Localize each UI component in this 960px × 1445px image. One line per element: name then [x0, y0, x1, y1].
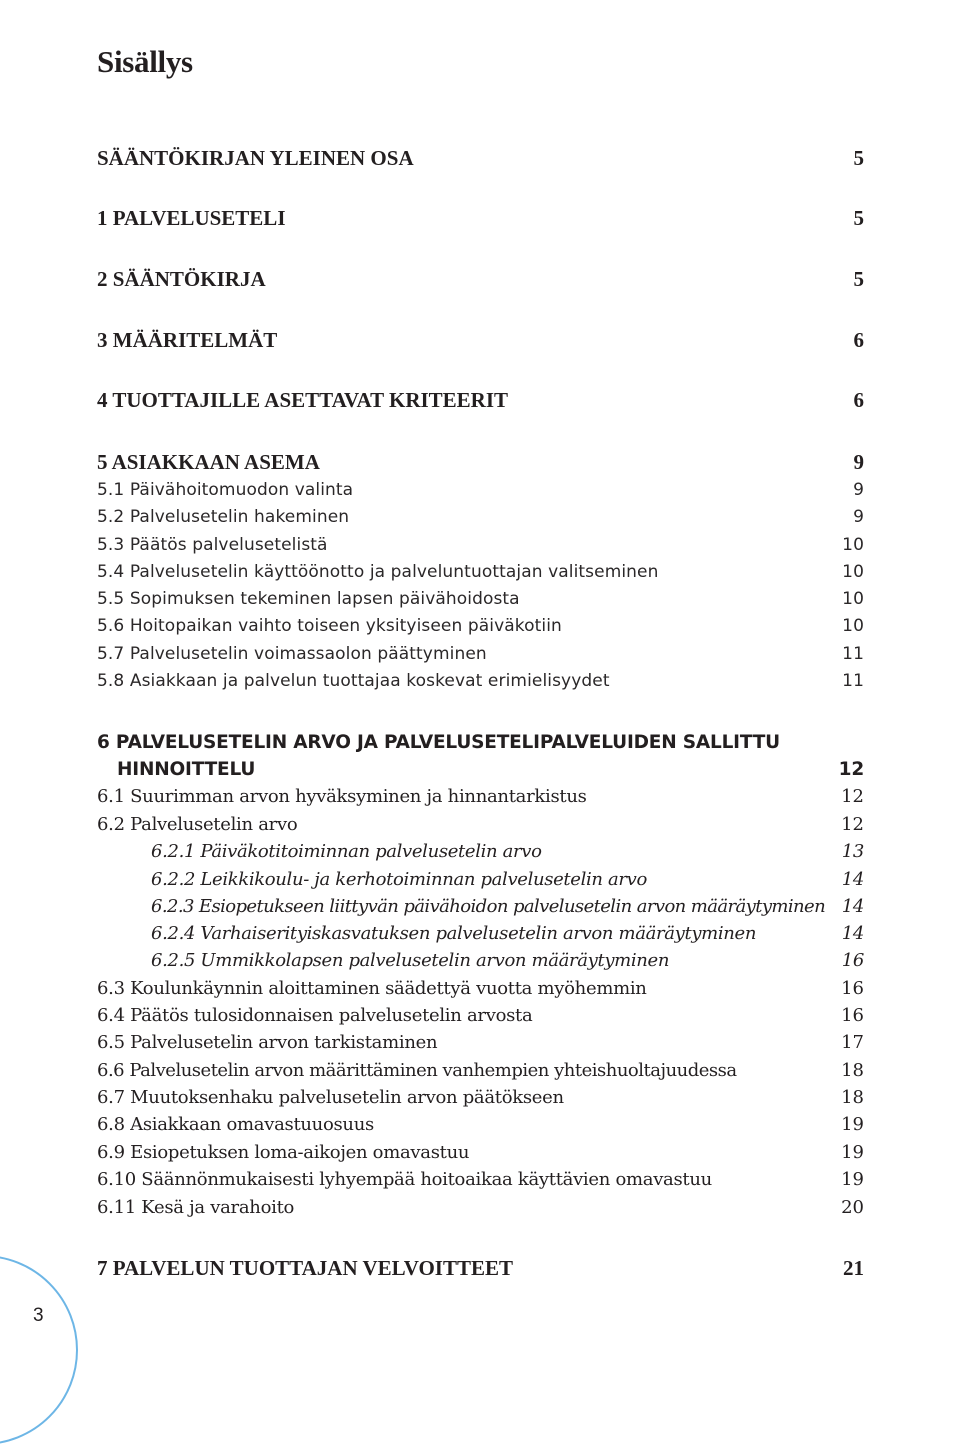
- toc-entry-6-11[interactable]: [97, 1194, 864, 1222]
- toc-entry-label: 6.2.2 Leikkikoulu- ja kerhotoiminnan palvelusetelin arvo: [151, 869, 647, 890]
- toc-entry-label: 6.2 Palvelusetelin arvo: [97, 814, 298, 835]
- toc-entry-page: 20: [841, 1197, 864, 1218]
- toc-entry-5-5[interactable]: [97, 585, 864, 613]
- page-number: 3: [33, 1305, 44, 1326]
- toc-entry-5-1[interactable]: [97, 476, 864, 504]
- toc-entry-page: 5: [853, 206, 864, 230]
- toc-entry-page: 5: [853, 267, 864, 291]
- toc-entry-page: 11: [842, 671, 864, 691]
- toc-entry-label: HINNOITTELU: [117, 759, 256, 780]
- toc-entry-6-10[interactable]: [97, 1166, 864, 1194]
- toc-entry-page: 6: [853, 388, 864, 412]
- toc-entry-page: 10: [842, 589, 864, 609]
- toc-entry-label: 6.2.5 Ummikkolapsen palvelusetelin arvon määräytyminen: [151, 950, 670, 971]
- toc-entry-label: 5.4 Palvelusetelin käyttöönotto ja palveluntuottajan valitseminen: [97, 562, 659, 582]
- toc-entry-label: 5.7 Palvelusetelin voimassaolon päättyminen: [97, 644, 487, 664]
- toc-entry-page: 12: [841, 814, 864, 835]
- toc-entry-chapter-6-continued[interactable]: [97, 756, 864, 784]
- page-title: Sisällys: [97, 44, 193, 79]
- toc-entry-5-4[interactable]: [97, 558, 864, 586]
- toc-entry-page: 14: [841, 869, 864, 890]
- toc-entry-label: 6.4 Päätös tulosidonnaisen palvelusetelin arvosta: [97, 1005, 533, 1026]
- toc-entry-label: 5.5 Sopimuksen tekeminen lapsen päivähoidosta: [97, 589, 520, 609]
- toc-entry-chapter-1[interactable]: [97, 204, 864, 232]
- toc-entry-6-5[interactable]: [97, 1029, 864, 1057]
- toc-entry-page: 12: [838, 759, 864, 780]
- toc-entry-page: 9: [853, 507, 864, 527]
- toc-entry-label: 1 PALVELUSETELI: [97, 206, 286, 230]
- toc-entry-6-1[interactable]: [97, 783, 864, 811]
- toc-entry-6-6[interactable]: [97, 1057, 864, 1085]
- toc-entry-label: 6.2.1 Päiväkotitoiminnan palvelusetelin arvo: [151, 841, 542, 862]
- toc-entry-6-4[interactable]: [97, 1002, 864, 1030]
- toc-entry-page: 16: [841, 1005, 864, 1026]
- toc-entry-label: 5.8 Asiakkaan ja palvelun tuottajaa koskevat erimielisyydet: [97, 671, 610, 691]
- toc-entry-page: 14: [841, 923, 864, 944]
- toc-entry-label: 6.2.4 Varhaiserityiskasvatuksen palvelusetelin arvon määräytyminen: [151, 923, 757, 944]
- toc-entry-5-3[interactable]: [97, 531, 864, 559]
- toc-entry-label: 3 MÄÄRITELMÄT: [97, 328, 278, 352]
- toc-entry-label: 5 ASIAKKAAN ASEMA: [97, 450, 320, 474]
- toc-entry-page: 16: [841, 950, 864, 971]
- toc-entry-6-7[interactable]: [97, 1084, 864, 1112]
- toc-entry-page: 10: [842, 616, 864, 636]
- toc-entry-label: 6.2.3 Esiopetukseen liittyvän päivähoidon palvelusetelin arvon määräytyminen: [151, 896, 826, 917]
- toc-entry-label: 6.7 Muutoksenhaku palvelusetelin arvon päätökseen: [97, 1087, 564, 1108]
- toc-entry-label: 5.3 Päätös palvelusetelistä: [97, 535, 328, 555]
- toc-entry-page: 13: [841, 841, 864, 862]
- toc-entry-5-6[interactable]: [97, 612, 864, 640]
- toc-entry-label: 6.8 Asiakkaan omavastuuosuus: [97, 1114, 374, 1135]
- toc-entry-5-7[interactable]: [97, 640, 864, 668]
- toc-entry-6-3[interactable]: [97, 975, 864, 1003]
- toc-entry-6-2-2[interactable]: [97, 866, 864, 894]
- toc-entry-chapter-3[interactable]: [97, 326, 864, 354]
- toc-entry-chapter-7[interactable]: [97, 1254, 864, 1282]
- toc-entry-page: 5: [853, 146, 864, 170]
- toc-entry-page: 12: [841, 786, 864, 807]
- toc-entry-page: 6: [853, 328, 864, 352]
- toc-entry-label: 6.3 Koulunkäynnin aloittaminen säädettyä vuotta myöhemmin: [97, 978, 647, 999]
- toc-entry-page: 14: [841, 896, 864, 917]
- toc-entry-page: 16: [841, 978, 864, 999]
- toc-entry-label: SÄÄNTÖKIRJAN YLEINEN OSA: [97, 146, 414, 170]
- toc-entry-page: 19: [841, 1169, 864, 1190]
- toc-entry-6-9[interactable]: [97, 1139, 864, 1167]
- toc-entry-page: 9: [853, 480, 864, 500]
- toc-entry-label: 5.6 Hoitopaikan vaihto toiseen yksityiseen päiväkotiin: [97, 616, 562, 636]
- toc-entry-label: 5.1 Päivähoitomuodon valinta: [97, 480, 354, 500]
- toc-entry-6-2-4[interactable]: [97, 920, 864, 948]
- toc-entry-6-8[interactable]: [97, 1111, 864, 1139]
- toc-entry-page: 9: [853, 450, 864, 474]
- toc-entry-6-2-3[interactable]: [97, 893, 864, 921]
- toc-entry-page: 17: [841, 1032, 864, 1053]
- toc-entry-label: 5.2 Palvelusetelin hakeminen: [97, 507, 350, 527]
- toc-entry-6-2-5[interactable]: [97, 947, 864, 975]
- toc-entry-label: 6.5 Palvelusetelin arvon tarkistaminen: [97, 1032, 438, 1053]
- toc-entry-chapter-5[interactable]: [97, 448, 864, 476]
- toc-entry-chapter-6[interactable]: [97, 729, 864, 757]
- toc-entry-label: 6.1 Suurimman arvon hyväksyminen ja hinnantarkistus: [97, 786, 587, 807]
- toc-entry-label: 6.6 Palvelusetelin arvon määrittäminen vanhempien yhteishuoltajuudessa: [97, 1060, 737, 1081]
- toc-entry-page: 21: [843, 1256, 864, 1280]
- toc-entry-6-2-1[interactable]: [97, 838, 864, 866]
- toc-entry-page: 19: [841, 1142, 864, 1163]
- toc-entry-page: 10: [842, 562, 864, 582]
- toc-entry-label: 6.11 Kesä ja varahoito: [97, 1197, 295, 1218]
- toc-entry-5-8[interactable]: [97, 667, 864, 695]
- toc-entry-page: 10: [842, 535, 864, 555]
- toc-entry-label: 4 TUOTTAJILLE ASETTAVAT KRITEERIT: [97, 388, 509, 412]
- toc-entry-page: 18: [841, 1060, 864, 1081]
- toc-entry-page: 11: [842, 644, 864, 664]
- toc-entry-label: 2 SÄÄNTÖKIRJA: [97, 267, 266, 291]
- toc-entry-chapter-2[interactable]: [97, 265, 864, 293]
- toc-entry-6-2[interactable]: [97, 811, 864, 839]
- toc-entry-page: 18: [841, 1087, 864, 1108]
- toc-entry-label: 6.9 Esiopetuksen loma-aikojen omavastuu: [97, 1142, 470, 1163]
- toc-entry-5-2[interactable]: [97, 503, 864, 531]
- toc-entry-label: 7 PALVELUN TUOTTAJAN VELVOITTEET: [97, 1256, 514, 1280]
- toc-entry-label: 6 PALVELUSETELIN ARVO JA PALVELUSETELIPALVELUIDEN SALLITTU: [97, 732, 780, 753]
- toc-entry-page: 19: [841, 1114, 864, 1135]
- toc-entry-chapter-4[interactable]: [97, 386, 864, 414]
- toc-entry-general-part[interactable]: [97, 144, 864, 172]
- toc-entry-label: 6.10 Säännönmukaisesti lyhyempää hoitoaikaa käyttävien omavastuu: [97, 1169, 712, 1190]
